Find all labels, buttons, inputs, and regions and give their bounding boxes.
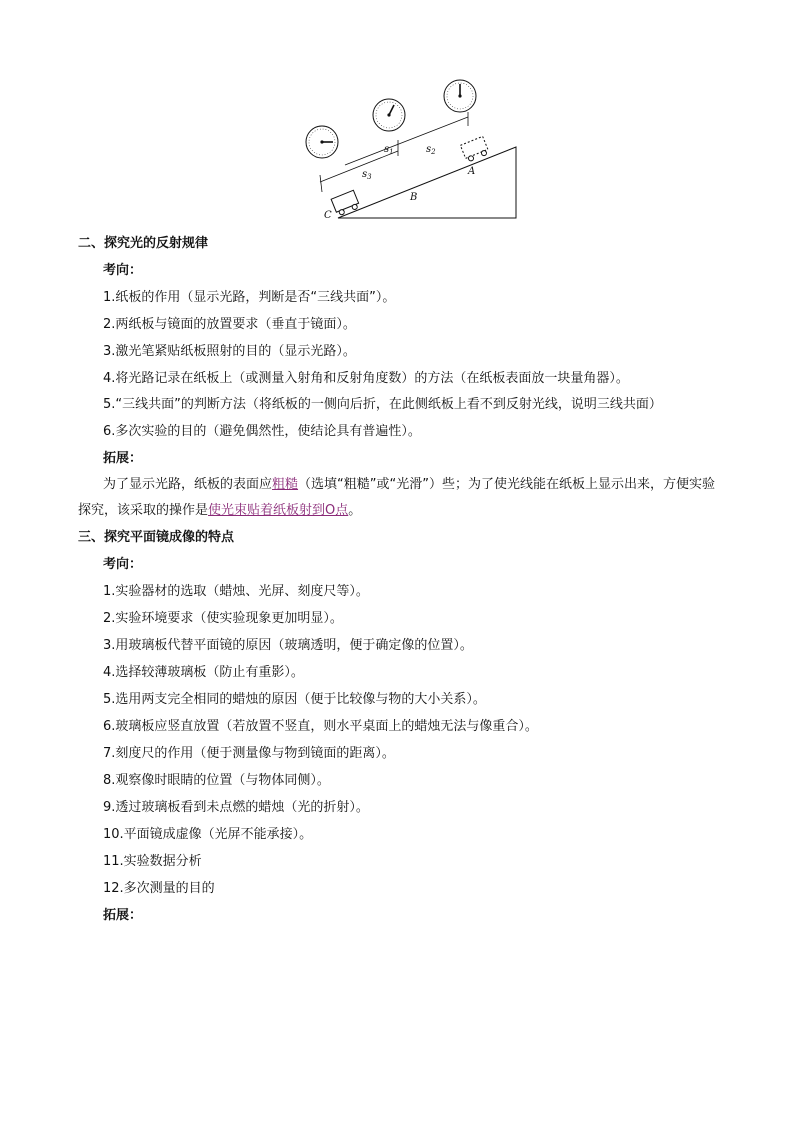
stopwatch-1-icon	[306, 126, 338, 158]
section2-kaoxiang: 考向：	[103, 263, 143, 278]
stopwatch-3-icon	[444, 80, 476, 112]
section3-kaoxiang: 考向：	[103, 557, 143, 572]
s1-s2-dimension	[345, 112, 468, 165]
section3-item-1: 1.实验器材的选取（蜡烛、光屏、刻度尺等）。	[103, 584, 369, 599]
section2-item-6: 6.多次实验的目的（避免偶然性，使结论具有普遍性）。	[103, 424, 421, 439]
section2-item-3: 3.激光笔紧贴纸板照射的目的（显示光路）。	[103, 344, 356, 359]
label-s1: $s_1$	[384, 144, 394, 156]
label-s2: $s_2$	[426, 144, 436, 156]
incline-experiment-figure	[300, 72, 530, 224]
section3-item-9: 9.透过玻璃板看到未点燃的蜡烛（光的折射）。	[103, 800, 369, 815]
stopwatch-2-icon	[373, 99, 405, 131]
s3-dimension	[320, 151, 398, 192]
label-A: A	[468, 166, 476, 177]
section2-title: 二、探究光的反射规律	[78, 236, 209, 251]
section3-item-11: 11.实验数据分析	[103, 854, 202, 869]
incline-diagram	[300, 72, 530, 224]
section3-item-8: 8.观察像时眼睛的位置（与物体同侧）。	[103, 773, 330, 788]
section3-title: 三、探究平面镜成像的特点	[78, 530, 235, 545]
section2-item-2: 2.两纸板与镜面的放置要求（垂直于镜面）。	[103, 317, 356, 332]
section3-item-5: 5.选用两支完全相同的蜡烛的原因（便于比较像与物的大小关系）。	[103, 692, 486, 707]
label-C: C	[324, 210, 332, 221]
section3-item-12: 12.多次测量的目的	[103, 881, 215, 896]
section2-item-5: 5.“三线共面”的判断方法（将纸板的一侧向后折，在此侧纸板上看不到反射光线，说明三线共面）	[103, 397, 662, 412]
ext-text-3: 。	[348, 503, 362, 518]
section3-tuozhan: 拓展：	[103, 908, 143, 923]
section2-extension-paragraph	[78, 472, 720, 524]
document-body	[78, 230, 720, 929]
section2-item-1: 1.纸板的作用（显示光路，判断是否“三线共面”）。	[103, 290, 396, 305]
ext-text-2: （选填“粗糙”或“光滑”）些；为了使光线能在纸板上显示出来，方便实验探究，该采取的操作是	[78, 477, 715, 518]
cart-bottom	[331, 190, 360, 216]
section3-item-10: 10.平面镜成虚像（光屏不能承接）。	[103, 827, 313, 842]
section2-item-4: 4.将光路记录在纸板上（或测量入射角和反射角度数）的方法（在纸板表面放一块量角器）。	[103, 371, 629, 386]
ext-text-1: 为了显示光路，纸板的表面应	[103, 477, 273, 492]
label-B: B	[410, 192, 418, 203]
section3-item-4: 4.选择较薄玻璃板（防止有重影）。	[103, 665, 304, 680]
section3-item-6: 6.玻璃板应竖直放置（若放置不竖直，则水平桌面上的蜡烛无法与像重合）。	[103, 719, 538, 734]
section3-item-2: 2.实验环境要求（使实验现象更加明显）。	[103, 611, 343, 626]
ext-answer-2: 使光束贴着纸板射到O点	[208, 503, 349, 518]
section2-tuozhan: 拓展：	[103, 451, 143, 466]
ext-answer-1: 粗糙	[272, 477, 299, 492]
label-s3: $s_3$	[362, 169, 372, 181]
cart-top	[460, 136, 489, 162]
section3-item-3: 3.用玻璃板代替平面镜的原因（玻璃透明，便于确定像的位置）。	[103, 638, 473, 653]
section3-item-7: 7.刻度尺的作用（便于测量像与物到镜面的距离）。	[103, 746, 395, 761]
